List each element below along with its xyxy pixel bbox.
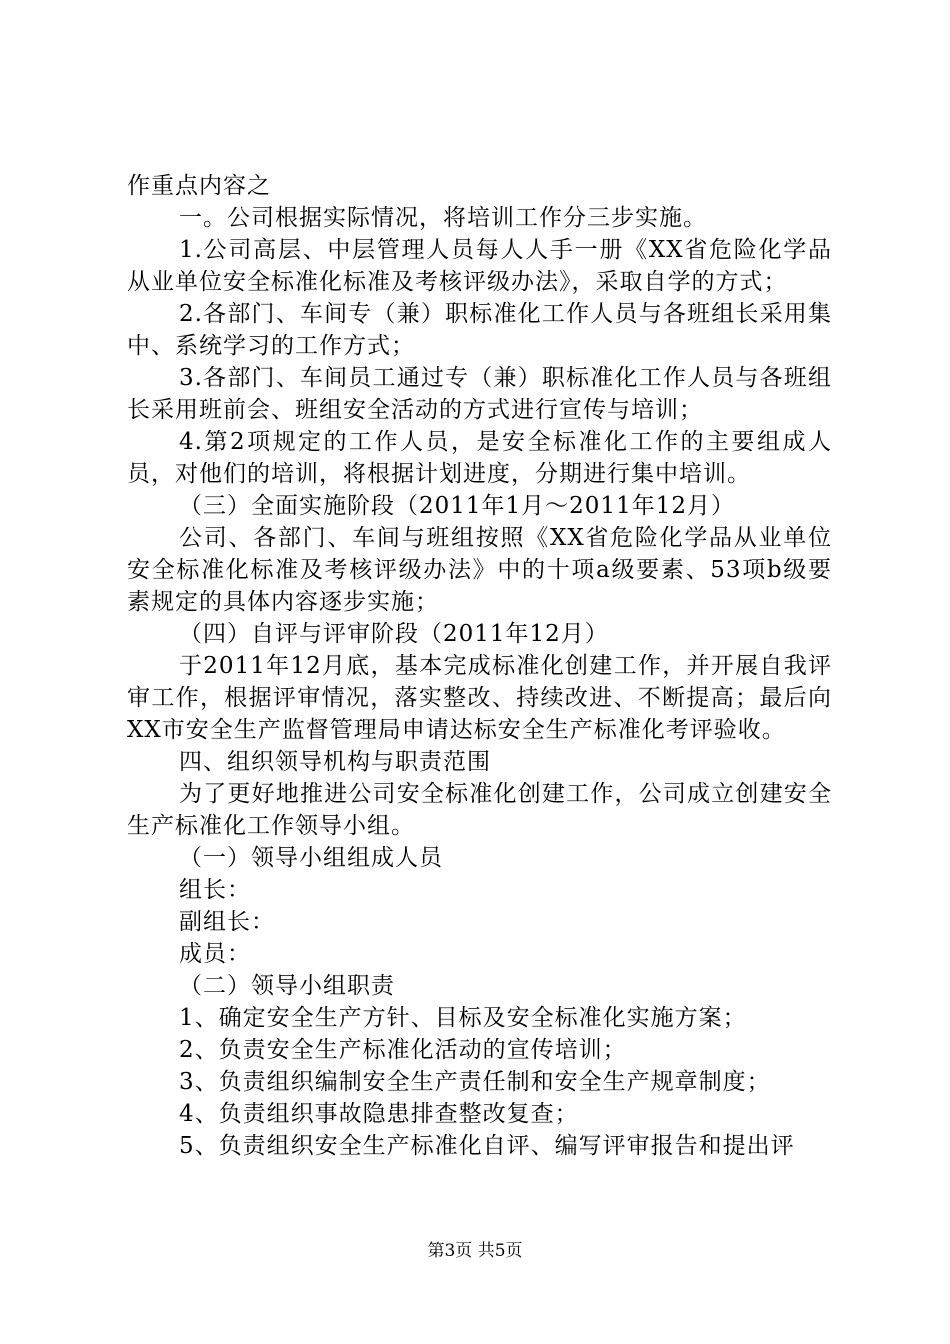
page-number-label: 第3页 共5页 — [427, 1241, 523, 1261]
list-item-duty-3: 3、负责组织编制安全生产责任制和安全生产规章制度； — [179, 1069, 771, 1095]
paragraph-step-1: 1.公司高层、中层管理人员每人人手一册《XX省危险化学品从业单位安全标准化标准及考核评级办法》，采取自学的方式； — [127, 237, 832, 295]
paragraph-continuation: 作重点内容之 — [127, 173, 271, 199]
list-item-duty-5: 5、负责组织安全生产标准化自评、编写评审报告和提出评 — [179, 1133, 795, 1159]
section-heading-implementation: （三）全面实施阶段（2011年1月～2011年12月） — [179, 493, 735, 519]
list-item-duty-1: 1、确定安全生产方针、目标及安全标准化实施方案； — [179, 1005, 747, 1031]
page-footer — [0, 1240, 950, 1262]
paragraph-step-2: 2.各部门、车间专（兼）职标准化工作人员与各班组长采用集中、系统学习的工作方式； — [127, 301, 832, 359]
field-deputy-leader: 副组长： — [179, 909, 275, 935]
section-heading-self-review: （四）自评与评审阶段（2011年12月） — [179, 621, 609, 647]
field-group-leader: 组长： — [179, 877, 251, 903]
section-heading-members: （一）领导小组组成人员 — [179, 845, 443, 871]
paragraph-step-3: 3.各部门、车间员工通过专（兼）职标准化工作人员与各班组长采用班前会、班组安全活动的方式进行宣传与培训； — [127, 365, 832, 423]
section-heading-duties: （二）领导小组职责 — [179, 973, 395, 999]
paragraph-step-4: 4.第2项规定的工作人员，是安全标准化工作的主要组成人员，对他们的培训，将根据计划进度，分期进行集中培训。 — [127, 429, 832, 487]
paragraph-implementation: 公司、各部门、车间与班组按照《XX省危险化学品从业单位安全标准化标准及考核评级办法》中的十项a级要素、53项b级要素规定的具体内容逐步实施； — [127, 525, 832, 615]
list-item-duty-4: 4、负责组织事故隐患排查整改复查； — [179, 1101, 579, 1127]
document-body — [127, 170, 832, 1162]
field-members: 成员： — [179, 941, 251, 967]
paragraph-organization: 为了更好地推进公司安全标准化创建工作，公司成立创建安全生产标准化工作领导小组。 — [127, 781, 832, 839]
list-item-duty-2: 2、负责安全生产标准化活动的宣传培训； — [179, 1037, 627, 1063]
paragraph-training-steps: 一。公司根据实际情况，将培训工作分三步实施。 — [179, 205, 707, 231]
paragraph-self-review: 于2011年12月底，基本完成标准化创建工作，并开展自我评审工作，根据评审情况，落实整改、持续改进、不断提高；最后向XX市安全生产监督管理局申请达标安全生产标准化考评验收。 — [127, 653, 832, 743]
section-heading-organization: 四、组织领导机构与职责范围 — [179, 749, 491, 775]
